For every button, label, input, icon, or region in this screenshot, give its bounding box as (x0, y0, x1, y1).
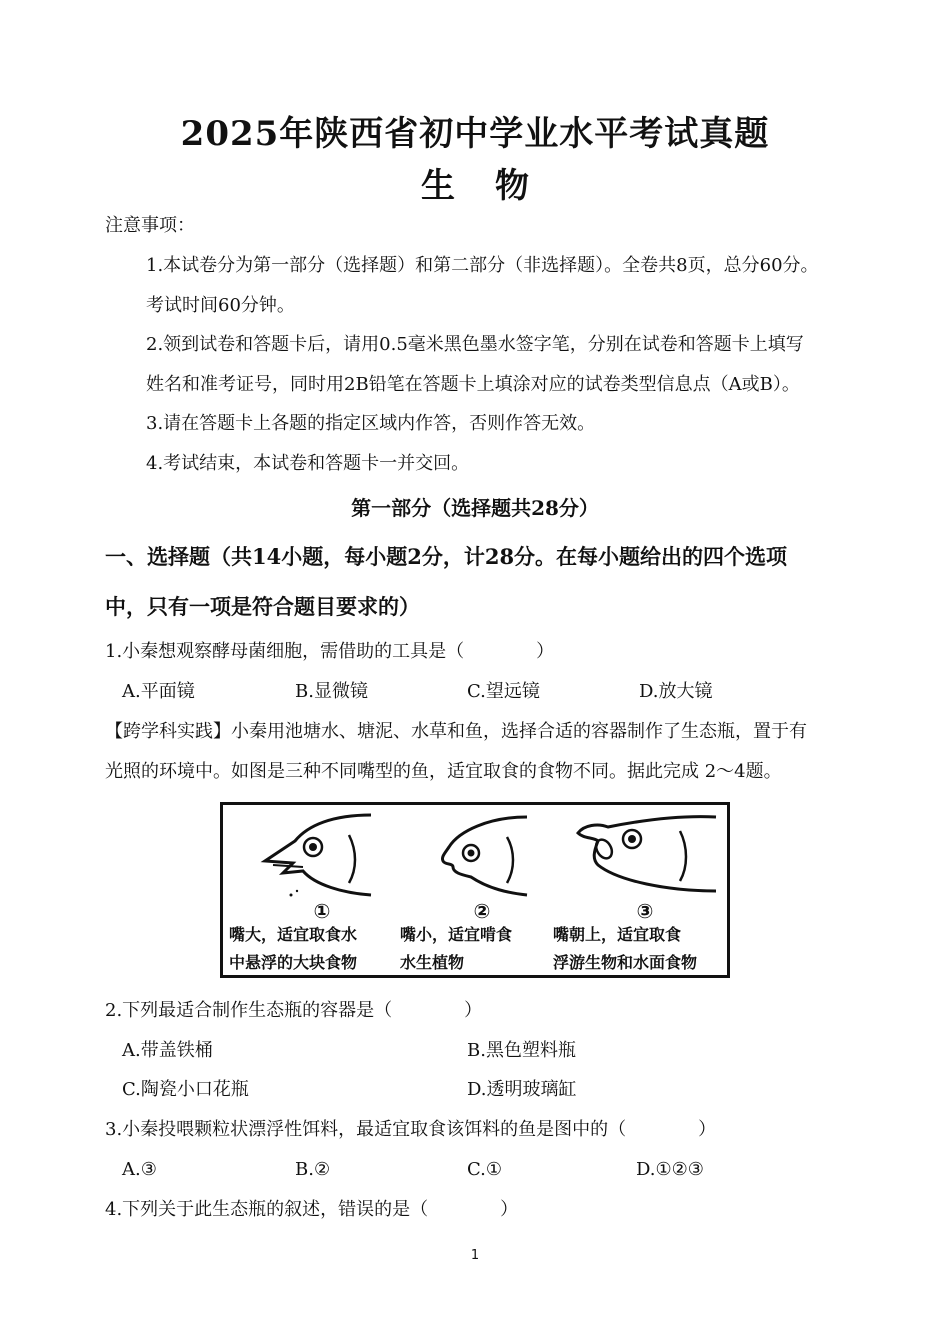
q3-option-b: B.② (295, 1159, 331, 1180)
fish-2-caption-line2: 水生植物 (400, 953, 465, 972)
subject-title: 生物 (421, 166, 569, 206)
exam-title: 2025年陕西省初中学业水平考试真题 (180, 114, 770, 154)
section-heading-line1: 一、选择题（共14小题，每小题2分，计28分。在每小题给出的四个选项 (105, 544, 788, 569)
fish-1-caption-line1: 嘴大，适宜取食水 (229, 925, 358, 944)
q2-stem: 2.下列最适合制作生态瓶的容器是（ ） (105, 1000, 483, 1021)
practice-intro-line2: 光照的环境中。如图是三种不同嘴型的鱼，适宜取食的食物不同。据此完成 2～4题。 (105, 761, 782, 782)
q3-stem: 3.小秦投喂颗粒状漂浮性饵料，最适宜取食该饵料的鱼是图中的（ ） (105, 1119, 717, 1140)
notes-item-2-cont: 姓名和准考证号，同时用2B铅笔在答题卡上填涂对应的试卷类型信息点（A或B）。 (146, 374, 800, 395)
fish-2-label: ② (473, 899, 491, 923)
fish-3-caption-line1: 嘴朝上，适宜取食 (553, 925, 682, 944)
q1-option-a: A.平面镜 (122, 681, 195, 702)
notes-item-3: 3.请在答题卡上各题的指定区域内作答，否则作答无效。 (146, 413, 596, 434)
q1-option-b: B.显微镜 (295, 681, 368, 702)
q3-option-c: C.① (467, 1159, 502, 1180)
fish-mouth-figure (220, 802, 730, 978)
notes-item-4: 4.考试结束，本试卷和答题卡一并交回。 (146, 453, 470, 474)
section-heading-line2: 中，只有一项是符合题目要求的） (105, 594, 420, 619)
notes-item-1: 1.本试卷分为第一部分（选择题）和第二部分（非选择题）。全卷共8页，总分60分。 (146, 255, 819, 276)
notes-heading: 注意事项： (105, 215, 195, 236)
q2-option-b: B.黑色塑料瓶 (467, 1040, 576, 1061)
notes-item-2: 2.领到试卷和答题卡后，请用0.5毫米黑色墨水签字笔，分别在试卷和答题卡上填写 (146, 334, 804, 355)
q1-option-c: C.望远镜 (467, 681, 540, 702)
q1-stem: 1.小秦想观察酵母菌细胞，需借助的工具是（ ） (105, 641, 555, 662)
practice-intro-line1: 【跨学科实践】小秦用池塘水、塘泥、水草和鱼，选择合适的容器制作了生态瓶，置于有 (105, 721, 807, 742)
fish-2-illustration (419, 811, 529, 899)
q1-option-d: D.放大镜 (639, 681, 713, 702)
fish-3-label: ③ (636, 899, 654, 923)
page-number: 1 (470, 1248, 480, 1263)
part1-heading: 第一部分（选择题共28分） (351, 496, 599, 520)
fish-1-label: ① (313, 899, 331, 923)
q2-option-d: D.透明玻璃缸 (467, 1079, 577, 1100)
q2-option-c: C.陶瓷小口花瓶 (122, 1079, 249, 1100)
fish-1-illustration (253, 811, 373, 899)
fish-1-caption-line2: 中悬浮的大块食物 (229, 953, 358, 972)
fish-3-caption-line2: 浮游生物和水面食物 (553, 953, 698, 972)
fish-3-illustration (568, 811, 718, 899)
q3-option-d: D.①②③ (636, 1159, 704, 1180)
notes-item-1-cont: 考试时间60分钟。 (146, 295, 295, 316)
q2-option-a: A.带盖铁桶 (122, 1040, 213, 1061)
q4-stem: 4.下列关于此生态瓶的叙述，错误的是（ ） (105, 1199, 519, 1220)
fish-2-caption-line1: 嘴小，适宜啃食 (400, 925, 513, 944)
q3-option-a: A.③ (122, 1159, 157, 1180)
